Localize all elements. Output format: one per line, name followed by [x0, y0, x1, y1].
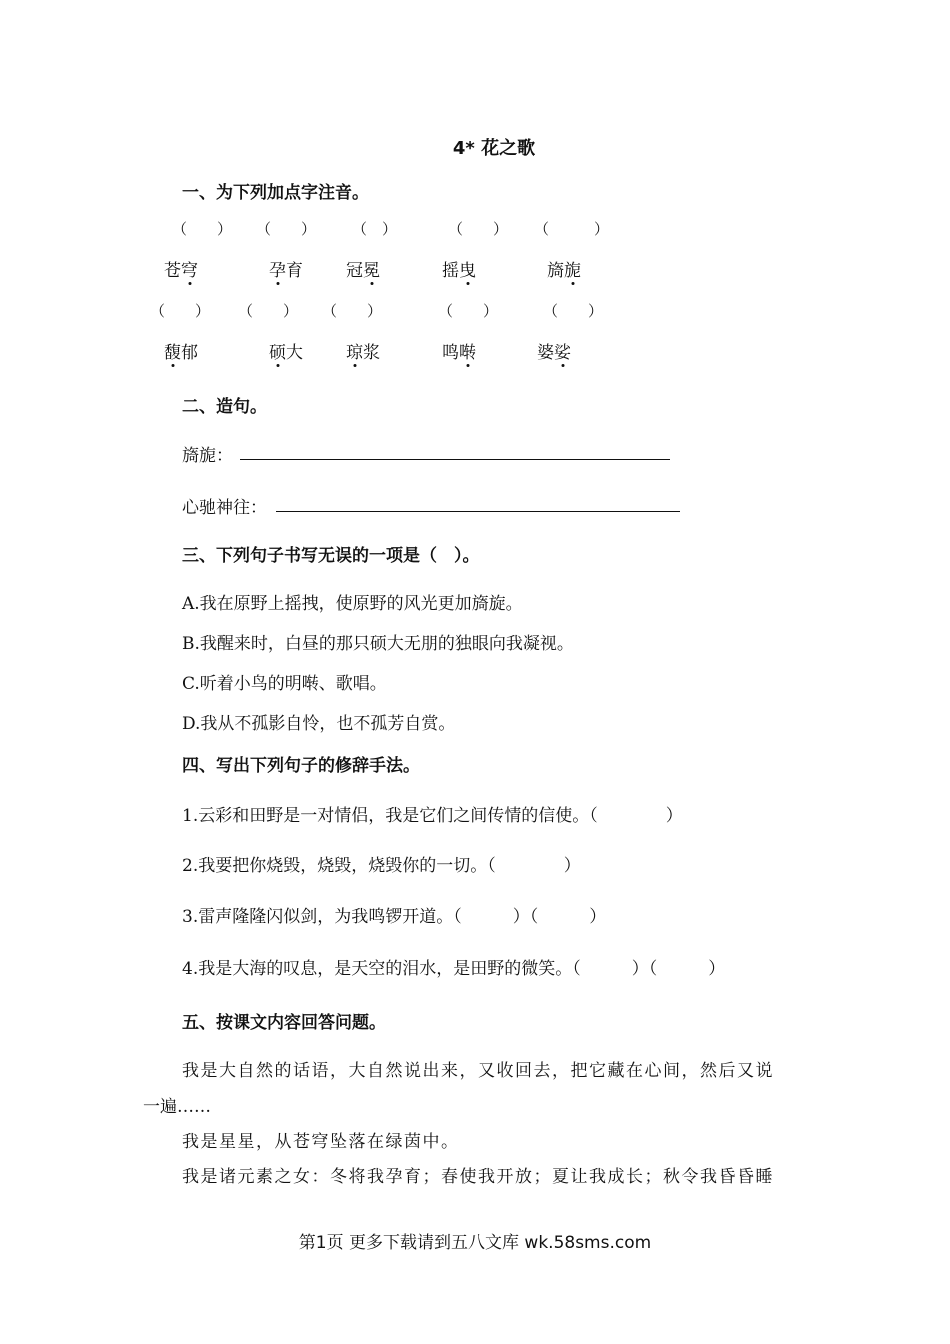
passage-line: 一遍…… — [143, 1097, 211, 1117]
dotted-char: 娑 — [554, 338, 571, 363]
passage-line: 我是星星，从苍穹坠落在绿茵中。 — [182, 1132, 460, 1152]
dotted-char: 馥 — [164, 338, 181, 363]
pinyin-blank: （ ） — [238, 302, 299, 320]
rhetoric-item: 1.云彩和田野是一对情侣，我是它们之间传情的信使。（ ） — [182, 806, 683, 826]
section2-heading: 二、造句。 — [182, 397, 267, 417]
dotted-char: 冕 — [363, 256, 380, 281]
section4-heading: 四、写出下列句子的修辞手法。 — [182, 756, 420, 776]
pinyin-blank: （ ） — [172, 220, 233, 238]
vocab-word: 琼浆 — [346, 338, 380, 363]
rhetoric-item: 2.我要把你烧毁，烧毁，烧毁你的一切。（ ） — [182, 856, 581, 876]
option-c: C.听着小鸟的明啭、歌唱。 — [182, 674, 387, 694]
pinyin-blank: （ ） — [322, 302, 383, 320]
option-d: D.我从不孤影自怜，也不孤芳自赏。 — [182, 714, 456, 734]
dotted-char: 穹 — [181, 256, 198, 281]
dotted-char: 硕 — [269, 338, 286, 363]
vocab-word: 鸣啭 — [442, 338, 476, 363]
vocab-word: 冠冕 — [346, 256, 380, 281]
pinyin-blank: （ ） — [438, 302, 499, 320]
dotted-char: 曳 — [459, 256, 476, 281]
vocab-word: 摇曳 — [442, 256, 476, 281]
vocab-word: 孕育 — [269, 256, 303, 281]
pinyin-blank: （ ） — [352, 220, 398, 238]
rhetoric-item: 4.我是大海的叹息，是天空的泪水，是田野的微笑。（ ）（ ） — [182, 959, 726, 979]
passage-line: 我是大自然的话语，大自然说出来，又收回去，把它藏在心间，然后又说 — [182, 1061, 774, 1081]
option-b: B.我醒来时，白昼的那只硕大无朋的独眼向我凝视。 — [182, 634, 574, 654]
sentence-label: 心驰神往： — [182, 498, 267, 518]
passage-line: 我是诸元素之女：冬将我孕育；春使我开放；夏让我成长；秋令我昏昏睡 — [182, 1167, 774, 1187]
section3-heading: 三、下列句子书写无误的一项是（ ）。 — [182, 546, 480, 566]
pinyin-blank: （ ） — [256, 220, 317, 238]
sentence-label: 旖旎： — [182, 446, 233, 466]
vocab-word: 婆娑 — [537, 338, 571, 363]
section1-heading: 一、为下列加点字注音。 — [182, 183, 369, 203]
answer-line — [240, 459, 670, 460]
vocab-word: 馥郁 — [164, 338, 198, 363]
dotted-char: 孕 — [269, 256, 286, 281]
page-footer: 第1页 更多下载请到五八文库 wk.58sms.com — [298, 1233, 652, 1253]
section5-heading: 五、按课文内容回答问题。 — [182, 1013, 386, 1033]
pinyin-blank: （ ） — [150, 302, 211, 320]
option-a: A.我在原野上摇拽，使原野的风光更加旖旋。 — [182, 594, 523, 614]
answer-line — [276, 511, 680, 512]
dotted-char: 啭 — [459, 338, 476, 363]
pinyin-blank: （ ） — [534, 220, 610, 238]
rhetoric-item: 3.雷声隆隆闪似剑，为我鸣锣开道。（ ）（ ） — [182, 907, 607, 927]
vocab-word: 硕大 — [269, 338, 303, 363]
vocab-word: 旖旎 — [547, 256, 581, 281]
pinyin-blank: （ ） — [543, 302, 604, 320]
dotted-char: 旎 — [564, 256, 581, 281]
pinyin-blank: （ ） — [448, 220, 509, 238]
page-title: 4* 花之歌 — [452, 138, 536, 159]
dotted-char: 琼 — [346, 338, 363, 363]
vocab-word: 苍穹 — [164, 256, 198, 281]
